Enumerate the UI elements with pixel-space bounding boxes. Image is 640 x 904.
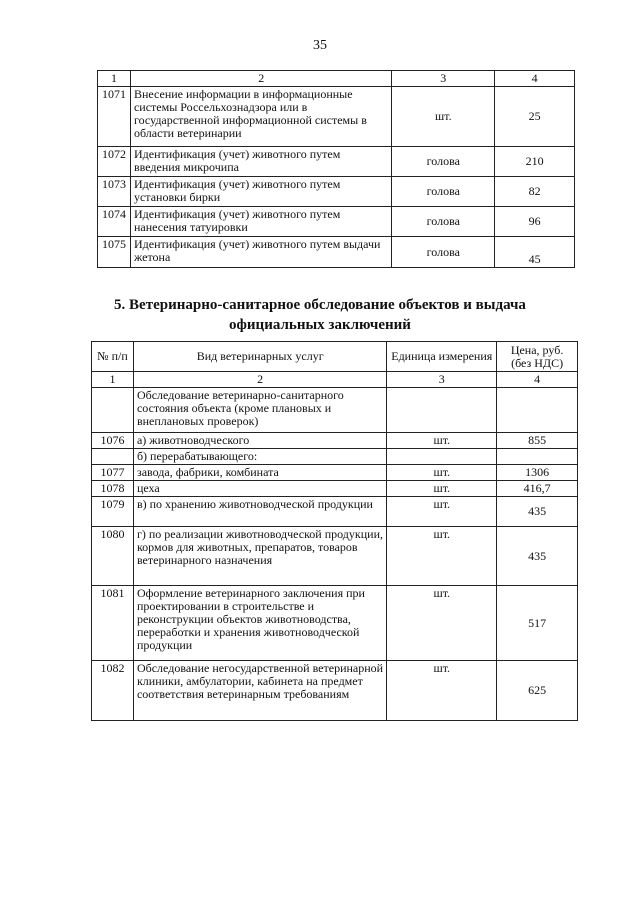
service-description: г) по реализации животноводческой продукции, кормов для животных, препаратов, товаров ветеринарного назначения <box>133 527 386 586</box>
subgroup-row <box>92 449 578 465</box>
table-header-row <box>92 342 578 372</box>
row-number: 1076 <box>92 433 134 449</box>
row-number: 1078 <box>92 481 134 497</box>
col-number-cell: 1 <box>98 71 131 87</box>
row-number: 1080 <box>92 527 134 586</box>
service-description: завода, фабрики, комбината <box>133 465 386 481</box>
subgroup-label: б) перерабатывающего: <box>133 449 386 465</box>
unit-cell: шт. <box>387 586 497 661</box>
unit-cell: шт. <box>387 497 497 527</box>
price-cell: 210 <box>495 147 575 177</box>
section-title <box>0 295 640 335</box>
header-service: Вид ветеринарных услуг <box>133 342 386 372</box>
row-number: 1081 <box>92 586 134 661</box>
row-number: 1074 <box>98 207 131 237</box>
row-number: 1079 <box>92 497 134 527</box>
price-cell: 82 <box>495 177 575 207</box>
table-row <box>92 481 578 497</box>
unit-cell: голова <box>392 177 495 207</box>
service-description: Идентификация (учет) животного путем введения микрочипа <box>130 147 391 177</box>
price-cell: 435 <box>497 527 578 586</box>
unit-cell: шт. <box>392 87 495 147</box>
service-description: Идентификация (учет) животного путем выдачи жетона <box>130 237 391 268</box>
group-header: Обследование ветеринарно-санитарного состояния объекта (кроме плановых и внеплановых проверок) <box>133 388 386 433</box>
col-number-cell: 4 <box>497 372 578 388</box>
section-title-line: 5. Ветеринарно-санитарное обследование объектов и выдача <box>114 297 526 313</box>
service-description: цеха <box>133 481 386 497</box>
service-description: а) животноводческого <box>133 433 386 449</box>
price-cell: 1306 <box>497 465 578 481</box>
price-cell: 25 <box>495 87 575 147</box>
price-cell: 435 <box>497 497 578 527</box>
table-row <box>98 237 575 268</box>
page-number: 35 <box>313 38 327 53</box>
header-price: Цена, руб. (без НДС) <box>497 342 578 372</box>
col-number-cell: 1 <box>92 372 134 388</box>
unit-cell: шт. <box>387 527 497 586</box>
service-description: в) по хранению животноводческой продукции <box>133 497 386 527</box>
section-title-line: официальных заключений <box>229 317 411 333</box>
row-number: 1075 <box>98 237 131 268</box>
table-row <box>92 497 578 527</box>
row-number: 1082 <box>92 661 134 721</box>
row-number: 1073 <box>98 177 131 207</box>
table-row <box>92 661 578 721</box>
unit-cell: шт. <box>387 481 497 497</box>
unit-cell: шт. <box>387 465 497 481</box>
unit-cell: голова <box>392 207 495 237</box>
unit-cell: голова <box>392 237 495 268</box>
row-number: 1072 <box>98 147 131 177</box>
table-row <box>98 87 575 147</box>
service-description: Идентификация (учет) животного путем установки бирки <box>130 177 391 207</box>
unit-cell: голова <box>392 147 495 177</box>
header-num: № п/п <box>92 342 134 372</box>
header-unit: Единица измерения <box>387 342 497 372</box>
table-row <box>92 586 578 661</box>
table-row <box>98 177 575 207</box>
price-cell: 96 <box>495 207 575 237</box>
col-number-cell: 3 <box>392 71 495 87</box>
row-number: 1077 <box>92 465 134 481</box>
col-number-cell: 2 <box>133 372 386 388</box>
price-cell: 45 <box>495 237 575 268</box>
col-number-cell: 2 <box>130 71 391 87</box>
service-description: Оформление ветеринарного заключения при проектировании в строительстве и реконструкции объектов животноводства, переработки и хранения животноводческой продукции <box>133 586 386 661</box>
price-cell: 517 <box>497 586 578 661</box>
price-cell: 416,7 <box>497 481 578 497</box>
price-table-continued <box>97 70 575 268</box>
table-row <box>92 527 578 586</box>
price-cell: 855 <box>497 433 578 449</box>
col-number-cell: 4 <box>495 71 575 87</box>
price-cell: 625 <box>497 661 578 721</box>
service-description: Внесение информации в информационные системы Россельхознадзора или в государственной информационной системы в области ветеринарии <box>130 87 391 147</box>
service-description: Обследование негосударственной ветеринарной клиники, амбулатории, кабинета на предмет соответствия ветеринарным требованиям <box>133 661 386 721</box>
col-number-cell: 3 <box>387 372 497 388</box>
table-row <box>98 147 575 177</box>
column-number-row <box>98 71 575 87</box>
price-table-section-5 <box>91 341 578 721</box>
table-row <box>98 207 575 237</box>
unit-cell: шт. <box>387 661 497 721</box>
group-header-row <box>92 388 578 433</box>
unit-cell: шт. <box>387 433 497 449</box>
column-number-row <box>92 372 578 388</box>
service-description: Идентификация (учет) животного путем нанесения татуировки <box>130 207 391 237</box>
table-row <box>92 465 578 481</box>
row-number: 1071 <box>98 87 131 147</box>
table-row <box>92 433 578 449</box>
